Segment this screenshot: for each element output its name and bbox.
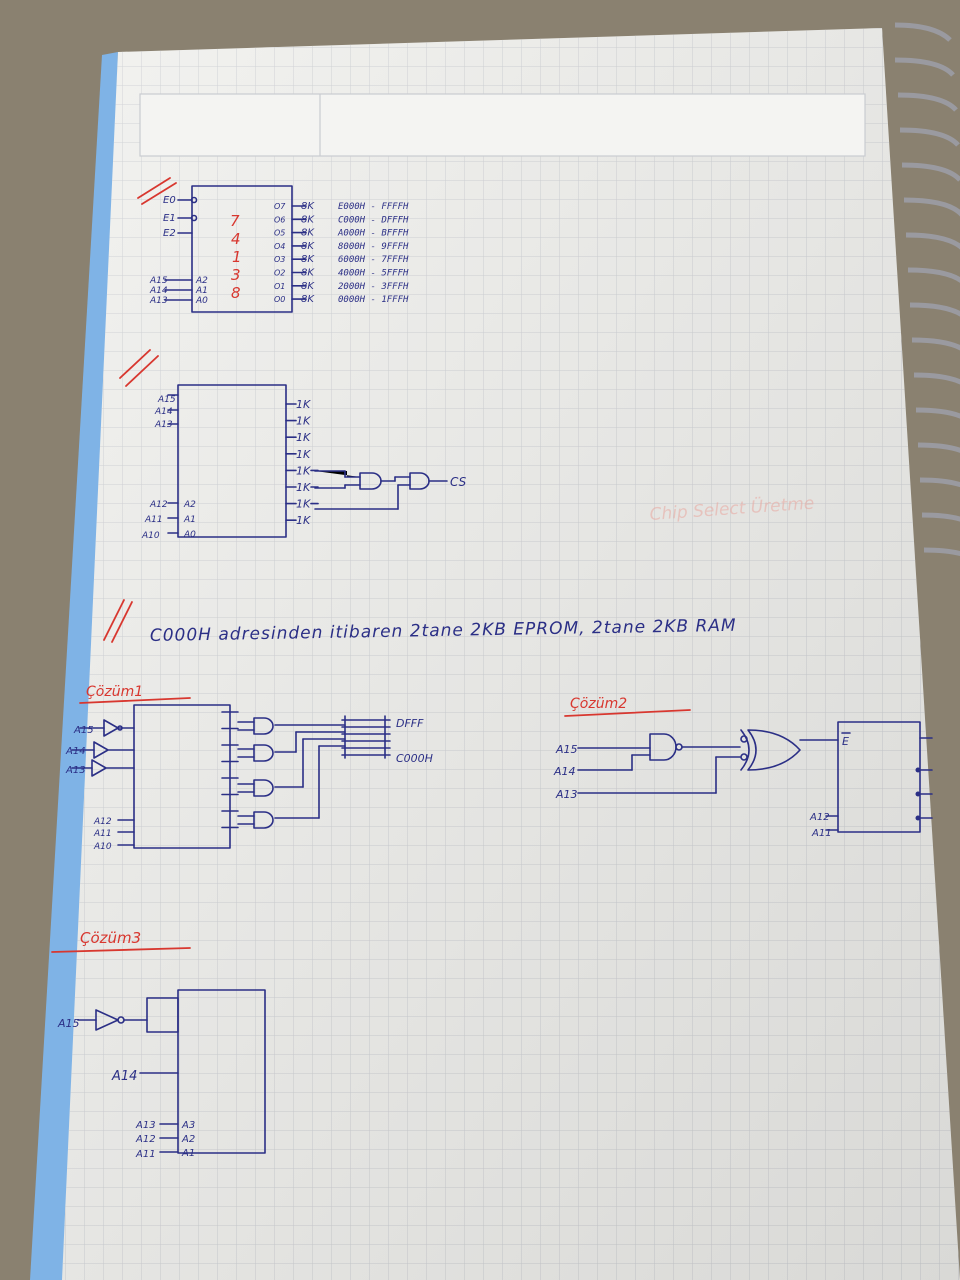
- solution3-input: A11: [136, 1149, 156, 1160]
- decoder-select-label: A1: [196, 286, 208, 296]
- solution1-input: A14: [66, 746, 86, 757]
- solution3-title: Çözüm3: [80, 929, 142, 947]
- decoder-enable-label: E2: [163, 228, 176, 239]
- decoder2-select-label: A1: [184, 515, 196, 525]
- decoder-output-range: 6000H - 7FFFH: [338, 255, 409, 266]
- decoder-output-range: 0000H - 1FFFH: [338, 295, 409, 306]
- decoder-select-label: A2: [196, 276, 208, 286]
- decoder2-select-label: A2: [184, 500, 196, 510]
- decoder-output-size: 8K: [301, 294, 314, 306]
- decoder-addr-input: A13: [150, 296, 168, 306]
- decoder2-input: A14: [155, 407, 173, 417]
- decoder2-output-label: 1K: [296, 481, 311, 494]
- solution2-chip-input: A11: [812, 828, 832, 839]
- solution3-input: A14: [112, 1069, 138, 1084]
- decoder2-output-label: 1K: [296, 398, 311, 411]
- solution1-input: A15: [74, 725, 94, 736]
- decoder-addr-input: A15: [150, 276, 168, 286]
- decoder-output-label: O6: [274, 215, 286, 225]
- solution2-enable: E: [842, 735, 849, 748]
- solution3-input: A15: [58, 1017, 80, 1030]
- decoder-output-size: 8K: [301, 280, 314, 292]
- solution1-input: A12: [94, 817, 112, 827]
- solution1-addr-top: DFFF: [396, 717, 424, 730]
- decoder-output-label: O1: [274, 281, 286, 291]
- solution3-input: A13: [136, 1120, 156, 1131]
- decoder-output-size: 8K: [301, 240, 314, 252]
- solution2-title: Çözüm2: [570, 696, 628, 712]
- decoder2-output-label: 1K: [296, 497, 311, 511]
- solution2-input: A15: [556, 743, 578, 756]
- decoder-enable-label: E0: [163, 195, 176, 206]
- decoder-output-size: 8K: [301, 214, 314, 226]
- solution2-chip-input: A12: [810, 812, 830, 823]
- cs-label: CS: [450, 475, 467, 489]
- decoder-output-label: O2: [274, 268, 286, 278]
- decoder-output-size: 8K: [301, 267, 314, 279]
- bleed-through-text: Chip Select Üretme: [648, 493, 815, 525]
- decoder-output-label: O3: [274, 255, 286, 265]
- decoder-addr-input: A14: [150, 286, 168, 296]
- decoder-output-label: O4: [274, 241, 286, 251]
- solution1-input: A10: [94, 842, 112, 852]
- solution1-addr-bottom: C000H: [396, 752, 433, 765]
- chip-number-digit: 7: [230, 212, 240, 230]
- decoder2-output-label: 1K: [296, 431, 311, 445]
- decoder-output-label: O7: [274, 202, 286, 211]
- decoder2-select-input: A11: [145, 515, 163, 525]
- decoder2-select-input: A12: [150, 500, 168, 510]
- solution2-input: A14: [554, 765, 576, 778]
- decoder2-select-input: A10: [142, 531, 160, 541]
- chip-number-digit: 8: [231, 284, 241, 302]
- decoder-output-size: 8K: [301, 254, 314, 266]
- decoder-output-label: O5: [274, 228, 286, 238]
- solution1-input: A13: [66, 765, 86, 776]
- decoder-output-range: A000H - BFFFH: [338, 228, 409, 239]
- chip-number-digit: 4: [231, 230, 241, 248]
- decoder2-output-label: 1K: [296, 514, 311, 528]
- header-box: [140, 94, 865, 156]
- decoder-output-size: 8K: [301, 201, 314, 212]
- problem-statement: C000H adresinden itibaren 2tane 2KB EPROM, 2tane 2KB RAM: [149, 615, 737, 646]
- decoder2-output-label: 1K: [296, 447, 311, 461]
- decoder-output-range: C000H - DFFFH: [338, 215, 409, 226]
- decoder2-output-label: 1K: [296, 464, 311, 478]
- solution2-input: A13: [556, 788, 578, 801]
- decoder2-output-label: 1K: [296, 414, 311, 428]
- decoder-output-size: 8K: [301, 227, 314, 239]
- decoder-select-label: A0: [196, 296, 208, 306]
- decoder-output-range: 8000H - 9FFFH: [338, 241, 409, 252]
- solution3-chip-input: A2: [182, 1134, 196, 1145]
- solution1-input: A11: [94, 829, 112, 839]
- solution3-chip-input: A3: [182, 1120, 196, 1131]
- decoder-output-label: O0: [274, 295, 286, 305]
- decoder2-input: A15: [158, 395, 176, 405]
- decoder2-input: A13: [155, 420, 173, 430]
- solution1-title: Çözüm1: [86, 684, 144, 700]
- decoder-output-range: 2000H - 3FFFH: [338, 281, 409, 292]
- chip-number-digit: 1: [232, 248, 242, 266]
- decoder-output-range: 4000H - 5FFFH: [338, 268, 409, 279]
- chip-number-digit: 3: [231, 266, 241, 284]
- solution3-input: A12: [136, 1134, 156, 1145]
- decoder-output-range: E000H - FFFFH: [338, 202, 409, 212]
- decoder-enable-label: E1: [163, 213, 176, 224]
- solution3-chip-input: A1: [182, 1148, 196, 1159]
- decoder2-select-label: A0: [184, 530, 196, 540]
